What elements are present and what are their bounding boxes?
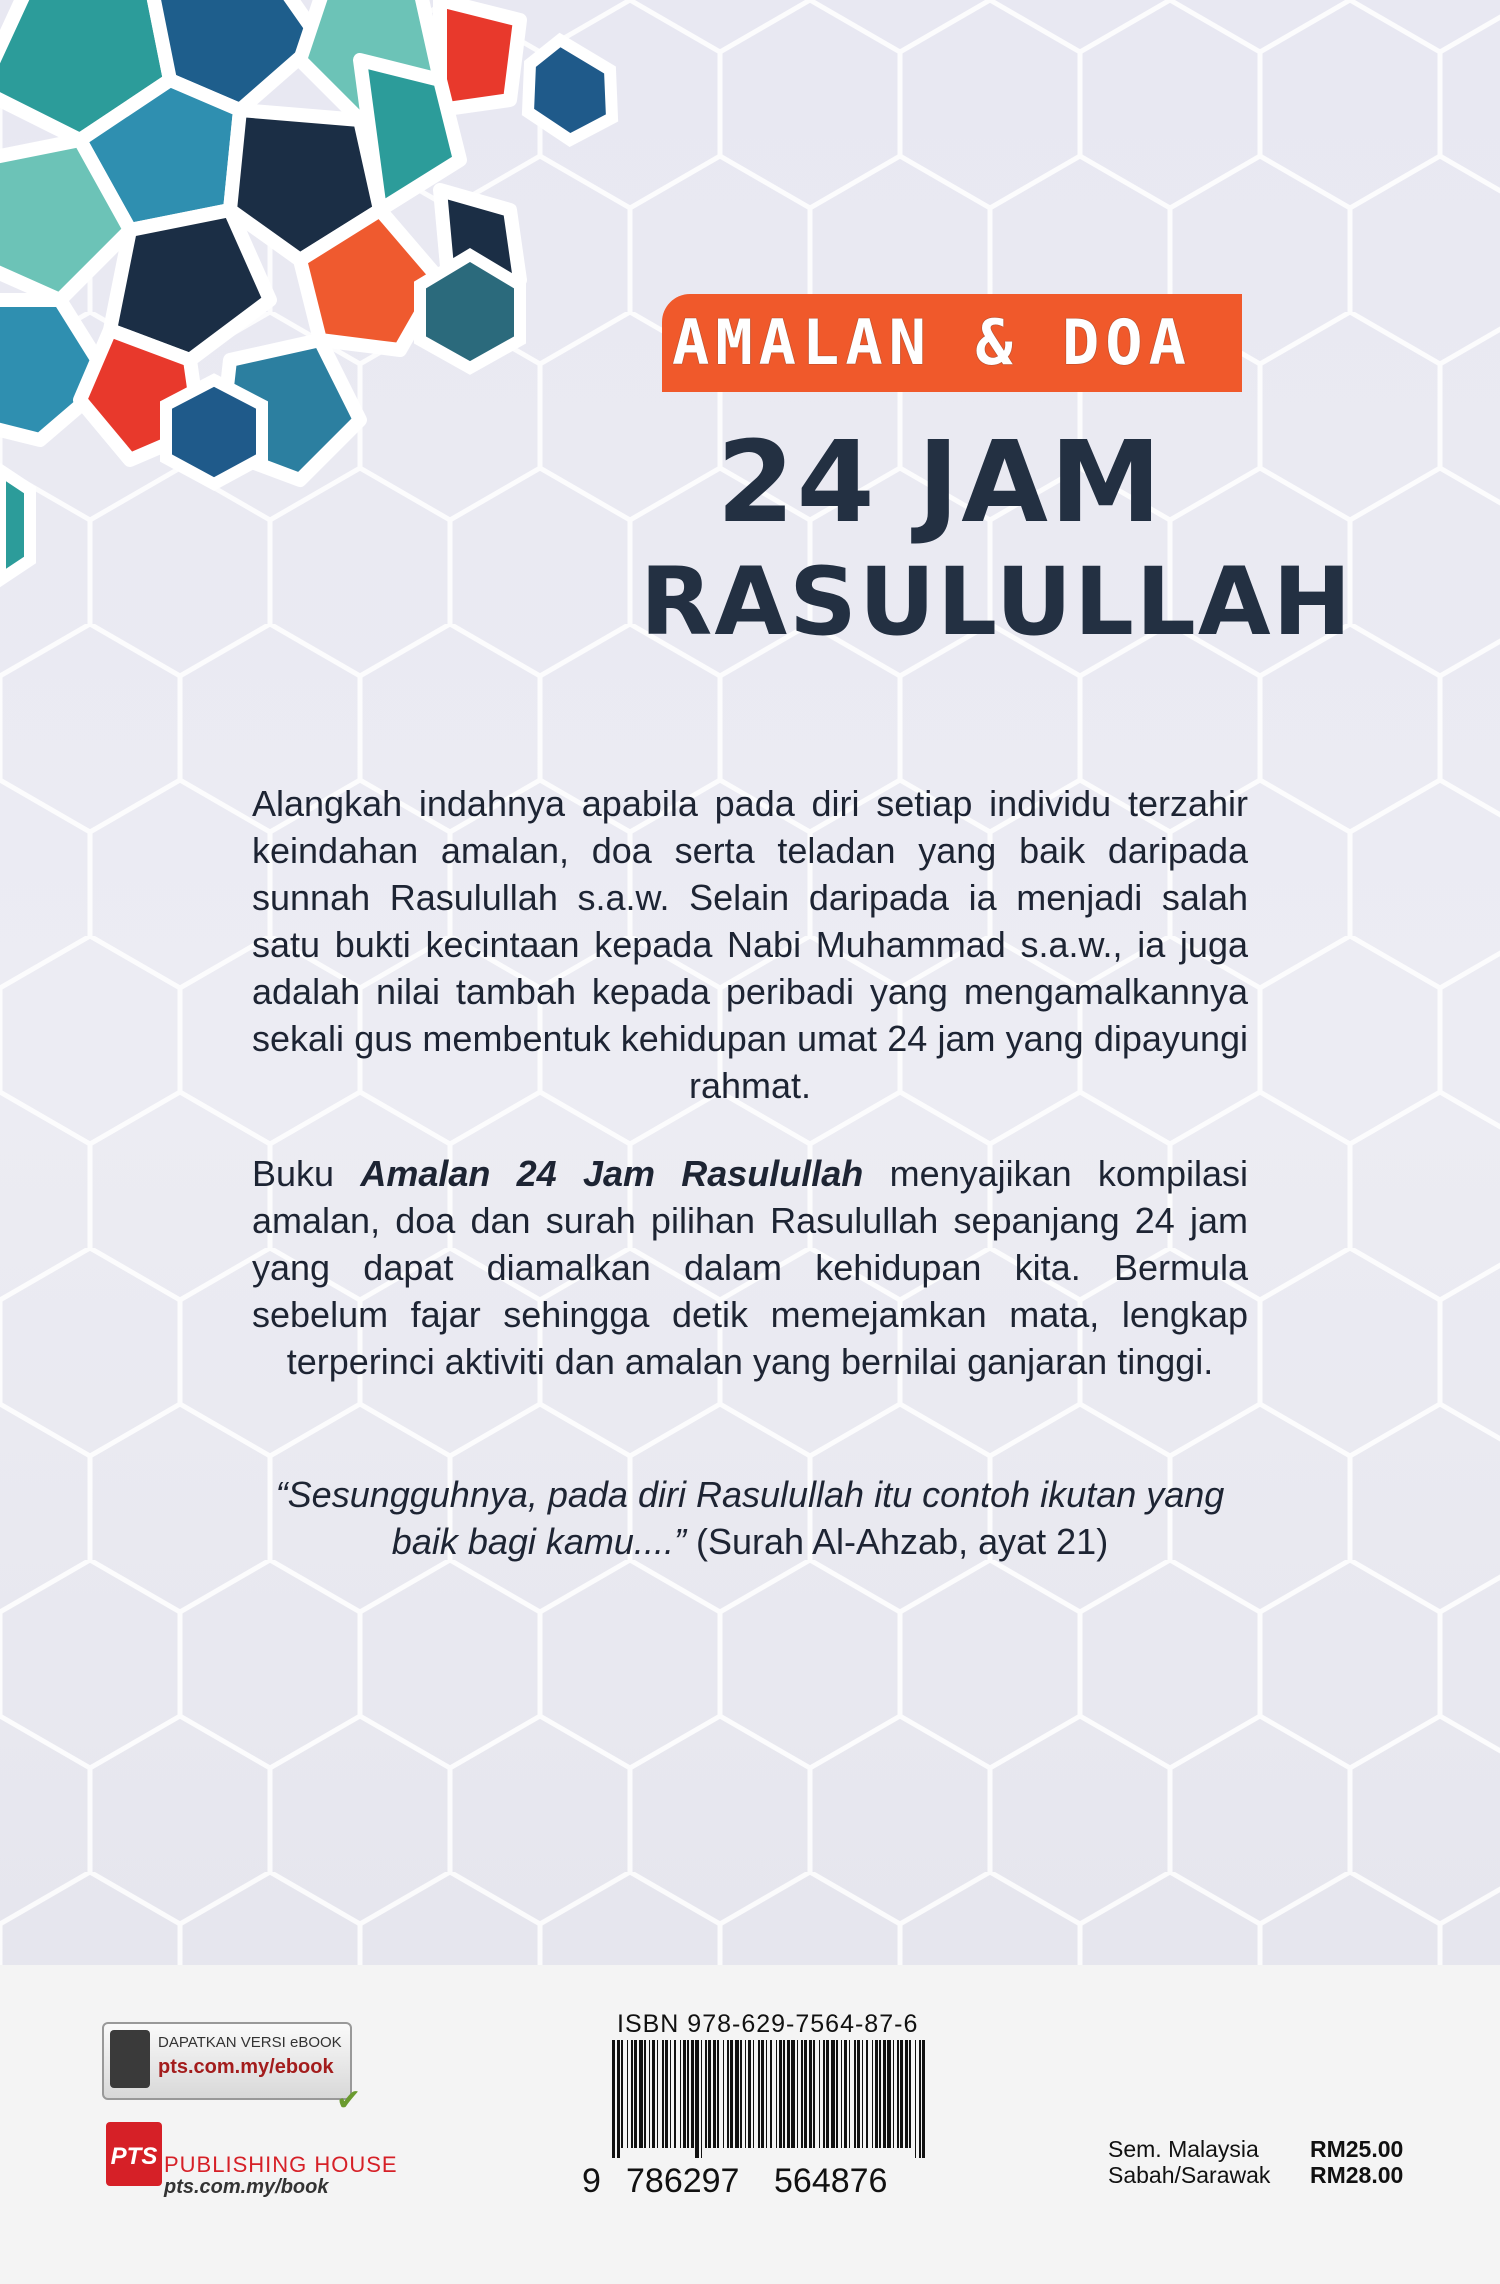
barcode-bar	[695, 2040, 699, 2158]
p2-book-title: Amalan 24 Jam Rasulullah	[360, 1153, 864, 1194]
barcode-bar	[662, 2040, 664, 2148]
barcode-bar	[915, 2040, 916, 2158]
barcode-bar	[819, 2040, 820, 2148]
book-title-line1: 24 JAM	[716, 418, 1164, 548]
barcode-bar	[705, 2040, 707, 2148]
barcode-bar	[670, 2040, 671, 2148]
isbn-label: ISBN 978-629-7564-87-6	[617, 2010, 919, 2038]
barcode-bar	[797, 2040, 798, 2148]
barcode-bar	[761, 2040, 764, 2148]
barcode-bar	[883, 2040, 886, 2148]
barcode-bar	[823, 2040, 825, 2148]
barcode-bar	[801, 2040, 803, 2148]
barcode-bar	[691, 2040, 694, 2148]
barcode-bar	[783, 2040, 785, 2148]
barcode-bar	[919, 2040, 921, 2158]
barcode-bar	[723, 2040, 724, 2148]
barcode-bar	[683, 2040, 686, 2148]
barcode-bar	[779, 2040, 782, 2148]
barcode-bar	[804, 2040, 807, 2148]
barcode-bar	[872, 2040, 873, 2148]
barcode-bar	[826, 2040, 829, 2148]
barcode-bar	[717, 2040, 719, 2148]
barcode-bar	[836, 2040, 838, 2148]
barcode-bar	[905, 2040, 908, 2148]
barcode-bar	[644, 2040, 646, 2148]
barcode-bar	[657, 2040, 658, 2148]
pts-logo-text: PTS	[110, 2143, 158, 2170]
barcode-bar	[875, 2040, 878, 2148]
barcode-bar	[674, 2040, 676, 2148]
barcode-bar	[879, 2040, 881, 2148]
barcode-bar	[887, 2040, 891, 2148]
price-value-1: RM25.00	[1310, 2136, 1404, 2162]
barcode-bar	[649, 2040, 650, 2148]
barcode-bar	[770, 2040, 772, 2148]
barcode-bar	[862, 2040, 863, 2148]
quote-source: (Surah Al-Ahzab, ayat 21)	[695, 1521, 1109, 1562]
barcode-bar	[844, 2040, 847, 2148]
book-title-line2: RASULULLAH	[640, 548, 1354, 657]
barcode-bar	[909, 2040, 911, 2148]
barcode-bar	[612, 2040, 615, 2158]
barcode-bar	[639, 2040, 643, 2148]
geometric-ornament	[0, 0, 640, 620]
ebook-url: pts.com.my/ebook	[158, 2056, 334, 2078]
barcode-bar	[687, 2040, 689, 2148]
barcode-bar	[791, 2040, 795, 2148]
barcode-lead-digit: 9	[582, 2162, 601, 2200]
p2-rest: menyajikan kompilasi amalan, doa dan surah pilihan Rasulullah sepanjang 24 jam yang dapat diamalkan dalam kehidupan kita. Bermula sebelum fajar sehingga detik memejamkan mata, lengkap terperinci aktiviti dan amalan yang bernilai ganjaran tinggi.	[252, 1153, 1248, 1382]
barcode-bar	[727, 2040, 729, 2148]
barcode-bar	[680, 2040, 681, 2148]
barcode-digits-right: 564876	[774, 2162, 888, 2200]
barcode-bar	[713, 2040, 716, 2148]
quote	[252, 1471, 1248, 1565]
barcode-bar	[701, 2040, 702, 2158]
barcode-bar	[776, 2040, 777, 2148]
barcode-bar	[922, 2040, 925, 2158]
price-region-2: Sabah/Sarawak	[1108, 2162, 1271, 2188]
quote-text: “Sesungguhnya, pada diri Rasulullah itu contoh ikutan yang baik bagi kamu....”	[275, 1474, 1225, 1562]
barcode-bar	[627, 2040, 628, 2148]
barcode-digits-left: 786297	[626, 2162, 740, 2200]
barcode-bar	[854, 2040, 856, 2148]
barcode-bar	[652, 2040, 655, 2148]
barcode-bar	[735, 2040, 739, 2148]
price-region-1: Sem. Malaysia	[1108, 2136, 1259, 2162]
barcode-bar	[841, 2040, 842, 2148]
barcode	[612, 2040, 928, 2158]
barcode-bar	[621, 2040, 623, 2148]
banner-text: AMALAN & DOA	[672, 306, 1192, 379]
barcode-bar	[617, 2040, 620, 2158]
blurb-paragraph-1: Alangkah indahnya apabila pada diri setiap individu terzahir keindahan amalan, doa serta teladan yang baik daripada sunnah Rasulullah s.a.w. Selain daripada ia menjadi salah satu bukti kecintaan kepada Nabi Muhammad s.a.w., ia juga adalah nilai tambah kepada peribadi yang mengamalkannya sekali gus membentuk kehidupan umat 24 jam yang dipayungi rahmat.	[252, 783, 1248, 1106]
barcode-bar	[753, 2040, 754, 2148]
barcode-bar	[831, 2040, 835, 2148]
barcode-bar	[849, 2040, 850, 2148]
barcode-bar	[813, 2040, 815, 2148]
ebook-label: DAPATKAN VERSI eBOOK	[158, 2034, 342, 2051]
barcode-bar	[766, 2040, 767, 2148]
barcode-bar	[745, 2040, 746, 2148]
barcode-bar	[748, 2040, 751, 2148]
barcode-bar	[787, 2040, 790, 2148]
price-value-2: RM28.00	[1310, 2162, 1404, 2188]
publisher-name: PUBLISHING HOUSE	[164, 2152, 398, 2177]
barcode-bar	[740, 2040, 742, 2148]
barcode-bar	[730, 2040, 733, 2148]
barcode-bar	[897, 2040, 899, 2148]
barcode-bar	[708, 2040, 711, 2148]
pts-logo	[106, 2122, 162, 2186]
publisher-url: pts.com.my/book	[164, 2176, 329, 2198]
barcode-bar	[866, 2040, 868, 2148]
checkmark-icon: ✔	[336, 2083, 362, 2118]
barcode-bar	[893, 2040, 894, 2148]
tablet-icon	[110, 2030, 150, 2088]
barcode-bar	[809, 2040, 812, 2148]
p2-prefix: Buku	[252, 1153, 335, 1194]
barcode-bar	[631, 2040, 633, 2148]
barcode-bar	[665, 2040, 668, 2148]
barcode-bar	[900, 2040, 903, 2148]
blurb-paragraph-2	[252, 1150, 1248, 1385]
barcode-bar	[857, 2040, 860, 2148]
barcode-bar	[758, 2040, 760, 2148]
barcode-bar	[634, 2040, 637, 2148]
